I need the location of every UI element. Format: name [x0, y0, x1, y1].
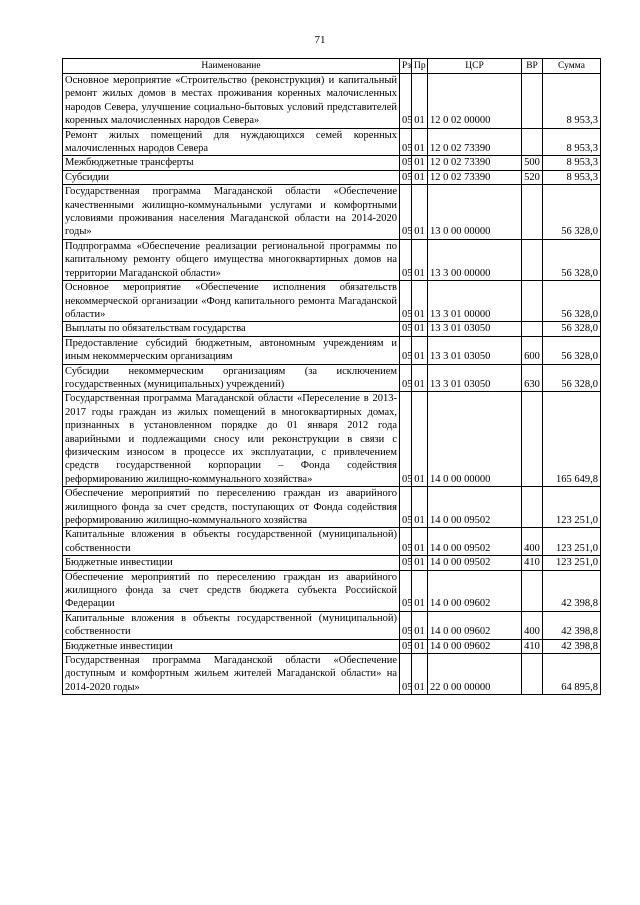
row-rz: 05: [400, 611, 412, 639]
row-name: Ремонт жилых помещений для нуждающихся семей коренных малочисленных народов Севера: [63, 128, 400, 156]
row-rz: 05: [400, 239, 412, 280]
row-name: Подпрограмма «Обеспечение реализации региональной программы по капитальному ремонту общего имущества многоквартирных домов на территории Магаданской области»: [63, 239, 400, 280]
row-sum: 56 328,0: [543, 336, 601, 364]
row-vr: [522, 239, 543, 280]
row-sum: 42 398,8: [543, 570, 601, 611]
row-vr: 410: [522, 639, 543, 653]
table-row: [63, 487, 601, 528]
table-row: [63, 639, 601, 653]
table-row: [63, 570, 601, 611]
header-pr: Пр: [412, 59, 428, 74]
row-csr: 14 0 00 09602: [428, 611, 522, 639]
row-sum: 8 953,3: [543, 128, 601, 156]
row-csr: 14 0 00 09602: [428, 570, 522, 611]
row-rz: 05: [400, 570, 412, 611]
row-csr: 13 3 01 00000: [428, 281, 522, 322]
row-csr: 14 0 00 00000: [428, 392, 522, 487]
row-vr: [522, 185, 543, 240]
row-csr: 12 0 02 73390: [428, 128, 522, 156]
row-vr: 600: [522, 336, 543, 364]
row-name: Субсидии некоммерческим организациям (за исключением государственных (муниципальных) учреждений): [63, 364, 400, 392]
header-sum: Сумма: [543, 59, 601, 74]
row-pr: 01: [412, 570, 428, 611]
row-csr: 12 0 02 73390: [428, 156, 522, 170]
row-sum: 8 953,3: [543, 74, 601, 129]
row-sum: 123 251,0: [543, 487, 601, 528]
row-sum: 165 649,8: [543, 392, 601, 487]
row-vr: [522, 281, 543, 322]
row-sum: 64 895,8: [543, 654, 601, 695]
row-csr: 13 0 00 00000: [428, 185, 522, 240]
row-pr: 01: [412, 487, 428, 528]
row-rz: 05: [400, 185, 412, 240]
row-name: Межбюджетные трансферты: [63, 156, 400, 170]
row-sum: 123 251,0: [543, 556, 601, 570]
row-rz: 05: [400, 528, 412, 556]
row-name: Капитальные вложения в объекты государственной (муниципальной) собственности: [63, 611, 400, 639]
row-name: Предоставление субсидий бюджетным, автономным учреждениям и иным некоммерческим организациям: [63, 336, 400, 364]
row-vr: [522, 487, 543, 528]
row-csr: 12 0 02 73390: [428, 170, 522, 184]
row-name: Бюджетные инвестиции: [63, 639, 400, 653]
row-csr: 13 3 01 03050: [428, 336, 522, 364]
row-vr: [522, 654, 543, 695]
row-sum: 42 398,8: [543, 639, 601, 653]
row-rz: 05: [400, 654, 412, 695]
row-pr: 01: [412, 322, 428, 336]
row-sum: 8 953,3: [543, 170, 601, 184]
row-pr: 01: [412, 364, 428, 392]
row-rz: 05: [400, 392, 412, 487]
header-vr: ВР: [522, 59, 543, 74]
row-pr: 01: [412, 639, 428, 653]
row-sum: 56 328,0: [543, 239, 601, 280]
row-vr: 410: [522, 556, 543, 570]
row-pr: 01: [412, 654, 428, 695]
row-name: Выплаты по обязательствам государства: [63, 322, 400, 336]
row-vr: [522, 322, 543, 336]
row-pr: 01: [412, 392, 428, 487]
table-row: [63, 322, 601, 336]
row-pr: 01: [412, 336, 428, 364]
row-pr: 01: [412, 156, 428, 170]
table-header-row: [63, 59, 601, 74]
row-sum: 123 251,0: [543, 528, 601, 556]
row-pr: 01: [412, 74, 428, 129]
table-row: [63, 239, 601, 280]
row-csr: 14 0 00 09602: [428, 639, 522, 653]
row-vr: 520: [522, 170, 543, 184]
row-pr: 01: [412, 556, 428, 570]
row-name: Субсидии: [63, 170, 400, 184]
header-rz: Рз: [400, 59, 412, 74]
row-csr: 13 3 01 03050: [428, 322, 522, 336]
row-name: Государственная программа Магаданской области «Обеспечение качественными жилищно-коммунальными услугами и комфортными условиями проживания населения Магаданской области на 2014-2020 годы»: [63, 185, 400, 240]
row-vr: [522, 74, 543, 129]
row-vr: [522, 570, 543, 611]
row-name: Обеспечение мероприятий по переселению граждан из аварийного жилищного фонда за счет средств, поступающих от Фонда содействия реформированию жилищно-коммунального хозяйства: [63, 487, 400, 528]
table-row: [63, 336, 601, 364]
row-rz: 05: [400, 364, 412, 392]
row-name: Обеспечение мероприятий по переселению граждан из аварийного жилищного фонда за счет средств бюджета субъекта Российской Федерации: [63, 570, 400, 611]
row-pr: 01: [412, 611, 428, 639]
table-row: [63, 528, 601, 556]
row-sum: 56 328,0: [543, 185, 601, 240]
row-vr: [522, 392, 543, 487]
row-pr: 01: [412, 128, 428, 156]
table-row: [63, 364, 601, 392]
table-row: [63, 281, 601, 322]
row-csr: 13 3 00 00000: [428, 239, 522, 280]
table-row: [63, 556, 601, 570]
table-row: [63, 611, 601, 639]
row-pr: 01: [412, 239, 428, 280]
table-row: [63, 392, 601, 487]
row-csr: 22 0 00 00000: [428, 654, 522, 695]
table-row: [63, 654, 601, 695]
row-pr: 01: [412, 170, 428, 184]
row-pr: 01: [412, 528, 428, 556]
row-rz: 05: [400, 128, 412, 156]
table-row: [63, 156, 601, 170]
row-name: Основное мероприятие «Строительство (реконструкция) и капитальный ремонт жилых домов в местах проживания коренных малочисленных народов Севера, улучшение социально-бытовых условий представителей коренных малочисленных народов Севера»: [63, 74, 400, 129]
table-row: [63, 128, 601, 156]
row-pr: 01: [412, 281, 428, 322]
row-name: Капитальные вложения в объекты государственной (муниципальной) собственности: [63, 528, 400, 556]
row-csr: 14 0 00 09502: [428, 556, 522, 570]
row-name: Государственная программа Магаданской области «Обеспечение доступным и комфортным жильем жителей Магаданской области» на 2014-2020 годы»: [63, 654, 400, 695]
table-row: [63, 170, 601, 184]
row-vr: 400: [522, 528, 543, 556]
row-name: Бюджетные инвестиции: [63, 556, 400, 570]
row-csr: 13 3 01 03050: [428, 364, 522, 392]
page-number: 71: [314, 34, 326, 46]
row-vr: 500: [522, 156, 543, 170]
row-rz: 05: [400, 156, 412, 170]
row-name: Основное мероприятие «Обеспечение исполнения обязательств некоммерческой организации «Фонд капитального ремонта Магаданской области»: [63, 281, 400, 322]
table-row: [63, 185, 601, 240]
row-rz: 05: [400, 487, 412, 528]
row-rz: 05: [400, 556, 412, 570]
row-csr: 14 0 00 09502: [428, 487, 522, 528]
row-vr: 630: [522, 364, 543, 392]
budget-table: [62, 58, 601, 695]
row-sum: 56 328,0: [543, 364, 601, 392]
row-pr: 01: [412, 185, 428, 240]
row-rz: 05: [400, 281, 412, 322]
row-rz: 05: [400, 322, 412, 336]
header-name: Наименование: [63, 59, 400, 74]
row-sum: 56 328,0: [543, 281, 601, 322]
table-row: [63, 74, 601, 129]
row-vr: 400: [522, 611, 543, 639]
row-rz: 05: [400, 336, 412, 364]
row-csr: 12 0 02 00000: [428, 74, 522, 129]
row-rz: 05: [400, 639, 412, 653]
row-rz: 05: [400, 170, 412, 184]
row-vr: [522, 128, 543, 156]
row-sum: 56 328,0: [543, 322, 601, 336]
row-sum: 42 398,8: [543, 611, 601, 639]
header-csr: ЦСР: [428, 59, 522, 74]
row-sum: 8 953,3: [543, 156, 601, 170]
row-name: Государственная программа Магаданской области «Переселение в 2013-2017 годы граждан из жилых помещений в многоквартирных домах, признанных в установленном порядке до 01 января 2012 года аварийными и подлежащими сносу или реконструкции в связи с физическим износом в процессе их эксплуатации, с привлечением средств государственной корпорации – Фонда содействия реформированию жилищно-коммунального хозяйства»: [63, 392, 400, 487]
row-csr: 14 0 00 09502: [428, 528, 522, 556]
row-rz: 05: [400, 74, 412, 129]
